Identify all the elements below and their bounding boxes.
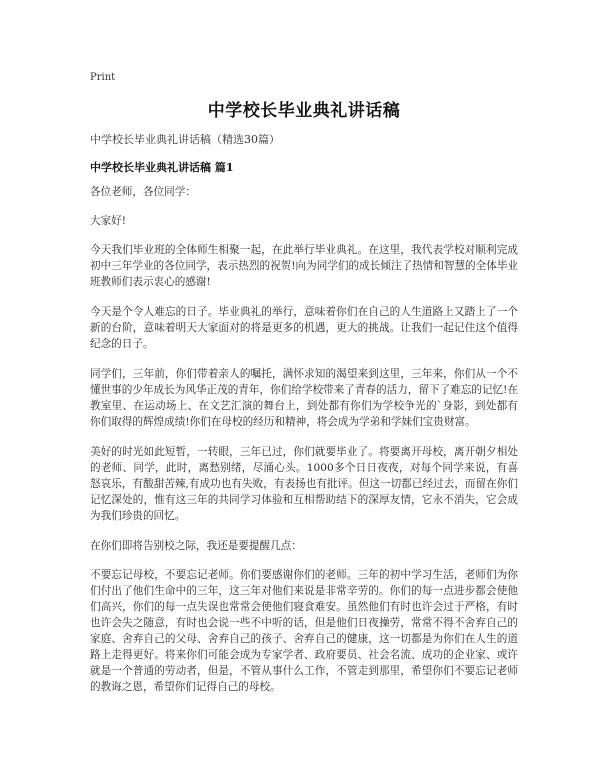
section-heading: 中学校长毕业典礼讲话稿 篇1: [90, 161, 234, 174]
body-paragraph: 同学们，三年前，你们带着亲人的嘱托，满怀求知的渴望来到这里，三年来，你们从一个不懂世事的少年成长为风华正茂的青年，你们给学校带来了青春的活力，留下了难忘的记忆!在教室里、在运动场上、在文艺汇演的舞台上，到处都有你们为学校争光的`身影，到处都有你们取得的辉煌成绩!你们在母校的经历和精神，将会成为学弟和学妹们宝贵财富。: [90, 368, 519, 428]
body-paragraph: 美好的时光如此短暂，一转眼，三年已过，你们就要毕业了。将要离开母校，离开朝夕相处的老师、同学，此时，离愁别绪，尽涌心头。1000多个日日夜夜，对每个同学来说，有喜怒哀乐，有酸甜苦辣,有成功也有失败，有表扬也有批评。但这一切都已经过去，而留在你们记忆深处的，惟有这三年的共同学习体验和互相帮助结下的深厚友情，它永不消失，它会成为我们珍贵的回忆。: [90, 446, 518, 522]
greeting-paragraph: 各位老师，各位同学：: [90, 186, 196, 198]
body-paragraph: 今天我们毕业班的全体师生相聚一起，在此举行毕业典礼。在这里，我代表学校对顺利完成初中三年学业的各位同学，表示热烈的祝贺!向为同学们的成长倾注了热情和智慧的全体毕业班教师们表示衷心的感谢!: [90, 244, 519, 288]
document-page: [90, 0, 518, 776]
body-paragraph: 在你们即将告别校之际，我还是要提醒几点：: [90, 540, 302, 552]
page-title: 中学校长毕业典礼讲话稿: [207, 101, 401, 121]
document-body: [90, 184, 518, 709]
salutation-paragraph: 大家好!: [90, 215, 127, 227]
document-subtitle: 中学校长毕业典礼讲话稿（精选30篇）: [90, 133, 280, 146]
body-paragraph: 今天是个令人难忘的日子。毕业典礼的举行，意味着你们在自己的人生道路上又踏上了一个新的台阶，意味着明天大家面对的将是更多的机遇，更大的挑战。让我们一起记住这个值得纪念的日子。: [90, 306, 518, 350]
print-label[interactable]: Print: [90, 72, 116, 83]
body-paragraph: 不要忘记母校，不要忘记老师。你们要感谢你们的老师。三年的初中学习生活，老师们为你们付出了他们生命中的三年，这三年对他们来说是非常辛劳的。你们的每一点进步都会使他们高兴，你们的每一点失误也常常会使他们寝食难安。虽然他们有时也许会过于严格，有时也许会失之随意，有时也会说一些不中听的话，但是他们日夜操劳，常常不得不舍弃自己的家庭、舍弃自己的父母、舍弃自己的孩子、舍弃自己的健康，这一切都是为你们在人生的道路上走得更好。将来你们可能会成为专家学者、政府要员、社会名流、成功的企业家、或许就是一个普通的劳动者，但是，不管从事什么工作，不管走到那里，希望你们不要忘记老师的教诲之恩，希望你们记得自己的母校。: [90, 569, 518, 693]
